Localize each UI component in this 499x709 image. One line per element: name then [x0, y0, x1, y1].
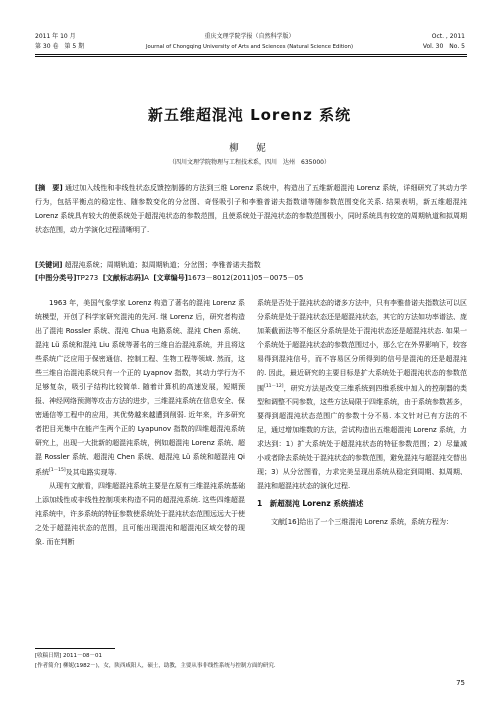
header-date: 2011 年 10 月 — [35, 33, 76, 40]
abstract-text: 通过加入线性和非线性状态反馈控制器的方法到三维 Lorenz 系统中，构造出了五维新超混沌 Lorenz 系统，详细研究了其动力学行为，包括平衡点的稳定性、随参数变化的分岔图、奇怪吸引子和李雅普诺夫指数谱等随参数范围变化关系. 结果表明，新五维超混沌 Lorenz 系统具有较大的使系统处于超混沌状态的参数范围，且使系统处于混沌状态的参数范围极小，同时系统具有较宽的周期轨道和拟周期状态范围，动力学演化过程清晰明了. — [35, 184, 467, 234]
footnote-received: [收稿日期] 2011－08－01 — [35, 653, 103, 659]
keywords-text: 超混沌系统；周期轨道；拟周期轨道；分岔图；李雅普诺夫指数 — [64, 261, 261, 269]
header-date-en: Oct. , 2011 — [431, 33, 465, 40]
body-paragraph — [257, 296, 467, 493]
header-volume: 第 30 卷 第 5 期 — [35, 43, 85, 50]
body-left-column — [35, 296, 245, 549]
paragraph-text: 及其电路实现等. — [65, 468, 117, 477]
section-heading: 1 新超混沌 Lorenz 系统描述 — [257, 499, 364, 509]
body-paragraph: 从现有文献看，四维超混沌系统主要是在原有三维混沌系统基础上添加线性或非线性控制项来构造不同的超混沌系统. 这些四维超混沌系统中，许多系统的特征参数使系统处于混沌状态范围远远大于使之处于超混沌状态的范围，且可能出现混沌和超混沌区域交替的现象. 而在判断 — [35, 482, 245, 547]
class-value: TP273 — [76, 274, 99, 282]
keywords — [35, 260, 261, 270]
abstract-label: [摘 要] — [35, 184, 63, 192]
citation: [1－15] — [49, 468, 66, 473]
footnote-author: [作者简介] 柳妮(1982－)，女，陕西咸阳人，硕士，助教，主要从事非线性系统与控制方面的研究. — [35, 663, 276, 669]
body-paragraph: 文献[16]给出了一个三维混沌 Lorenz 系统，系统方程为： — [271, 518, 454, 527]
body-right-column — [257, 296, 467, 529]
article-affiliation: （四川文理学院物理与工程技术系，四川 达州 635000） — [169, 159, 330, 166]
article-title: 新五维超混沌 Lorenz 系统 — [147, 106, 352, 124]
header-rule-2 — [35, 56, 467, 57]
keywords-label: [关键词] — [35, 261, 63, 269]
classification — [35, 273, 303, 283]
abstract — [35, 182, 467, 238]
paragraph-text: 1963 年，美国气象学家 Lorenz 构造了著名的混沌 Lorenz 系统模型，开创了科学家研究混沌的先河. 继 Lorenz 后，研究者构造出了混沌 Rossler 系统、混沌 Chua 电路系统、混沌 Chen 系统、混沌 Lü 系统和混沌 Liu 系统等著名的三维自治混沌系统，并且将这些系统广泛应用于保密通信、控制工程、生物工程等领域. 然而，这些三维自治混沌系统只有一个正的 Lyapnov 指数，其动力学行为不足够复杂，吸引子结构比较简单. 随着计算机的高速发展，短期预报、神经网络预测等攻击方法的进步，三维混沌系统在信息安全、保密通信等工程中的应用，其优势越来越遭到削弱. 近年来，许多研究者把目光集中在能产生两个正的 Lyapunov 指数的四维超混沌系统研究上，出现一大批新的超混沌系统，例如超混沌 Lorenz 系统、超混 Rossler 系统、超混沌 Chen 系统、超混沌 Lü 系统和超混沌 Qi 系统 — [35, 299, 245, 477]
header-rule — [35, 54, 467, 55]
header-journal-cn: 重庆文理学院学报（自然科学版） — [204, 33, 295, 40]
header-volume-en: Vol. 30 No. 5 — [422, 43, 465, 50]
paragraph-text: 系统是否处于混沌状态的诸多方法中，只有李雅普诺夫指数法可以区分系统是处于混沌状态还是超混沌状态，其它的方法如功率谱法、庞加莱截面法等不能区分系统是处于混沌状态还是超混沌状态. 如果一个系统处于超混沌状态的参数范围过小，那么它在外界影响下，较容易得到混沌信号，而不容易区分所得到的信号是混沌的还是超混沌的. 因此，最近研究的主要目标是扩大系统处于超混沌状态的参数范围 — [257, 299, 467, 393]
page-number: 75 — [456, 679, 465, 687]
doc-value: A — [144, 274, 149, 282]
paragraph-text: ，研究方法是改变三维系统到四维系统中加入的控制器的类型和调整不同参数，这些方法局限于四维系统，由于系统参数甚多，要得到超混沌状态范围广的参数十分不易. 本文针对已有方法的不足，通过增加维数的方法，尝试构造出五维超混沌 Lorenz 系统，力求达到：1）扩大系统处于超混沌状态的特征参数范围；2）尽量减小或者除去系统处于混沌状态的参数范围，避免混沌与超混沌交替出现；3）从分岔图看，力求完美呈现出系统从稳定到周期、拟周期、混沌和超混沌状态的演化过程. — [257, 384, 468, 491]
class-label: [中图分类号] — [35, 274, 77, 282]
footnote-rule — [35, 648, 115, 649]
id-label: [文章编号] — [153, 274, 188, 282]
body-paragraph — [35, 296, 245, 479]
citation: [11－12] — [264, 384, 284, 389]
article-author: 柳 妮 — [229, 143, 270, 154]
id-value: 1673－8012(2011)05－0075－05 — [187, 274, 304, 282]
doc-label: [文献标志码] — [102, 274, 145, 282]
header-journal-en: Journal of Chongqing University of Arts and Sciences (Natural Science Edition) — [145, 44, 354, 50]
